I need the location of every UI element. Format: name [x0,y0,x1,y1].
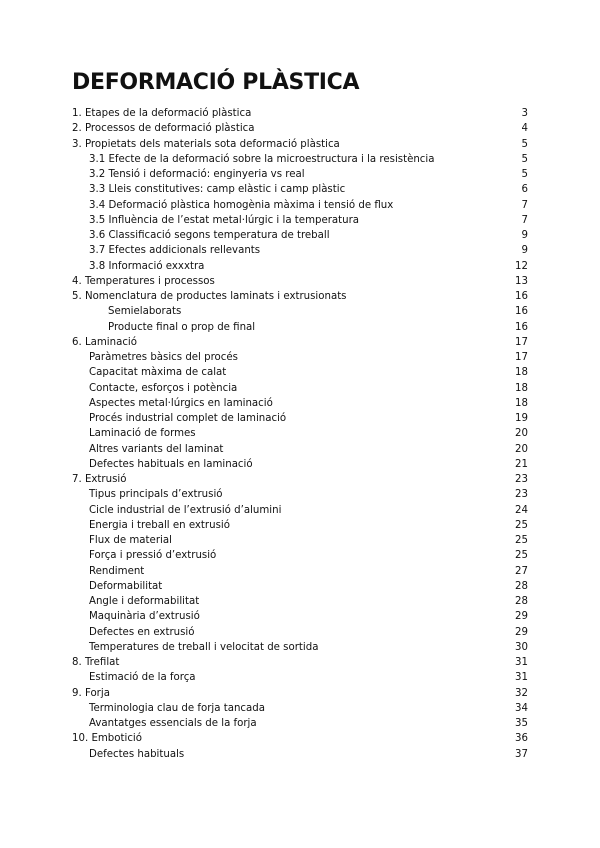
toc-entry-page-number: 5 [521,153,528,165]
toc-entry[interactable] [72,503,528,518]
toc-entry[interactable] [72,533,528,548]
table-of-contents [72,106,528,762]
toc-entry-page-number: 16 [515,306,528,318]
toc-entry-page-number: 12 [515,260,528,272]
toc-entry-page-number: 4 [521,123,528,135]
toc-entry-page-number: 16 [515,321,528,333]
toc-entry[interactable] [72,106,528,121]
toc-entry-label: 7. Extrusió [72,474,127,485]
toc-entry-page-number: 23 [515,474,528,485]
toc-entry-label: Procés industrial complet de laminació [89,413,287,424]
toc-entry-label: 3.8 Informació exxxtra [89,260,205,272]
toc-entry-page-number: 21 [515,458,528,470]
toc-entry-page-number: 30 [515,641,528,653]
toc-entry-label: Altres variants del laminat [89,443,224,455]
toc-entry-label: 3.6 Classificació segons temperatura de treball [89,230,330,241]
toc-entry-label: Tipus principals d’extrusió [89,489,223,501]
toc-entry[interactable] [72,320,528,335]
toc-entry[interactable] [72,137,528,152]
toc-entry-label: Contacte, esforços i potència [89,382,238,394]
toc-entry-label: 3.5 Influència de l’estat metal·lúrgic i la temperatura [89,214,360,226]
toc-entry[interactable] [72,472,528,487]
toc-entry[interactable] [72,625,528,640]
toc-entry-page-number: 28 [515,596,528,607]
toc-entry[interactable] [72,121,528,136]
toc-entry-page-number: 24 [515,504,528,516]
toc-entry-label: Força i pressió d’extrusió [89,550,217,562]
toc-entry-label: 3.3 Lleis constitutives: camp elàstic i camp plàstic [89,184,346,196]
toc-entry[interactable] [72,442,528,457]
toc-entry-page-number: 23 [515,489,528,501]
toc-entry-label: Flux de material [89,535,172,546]
toc-entry-label: Defectes habituals en laminació [89,458,253,470]
toc-entry-label: Cicle industrial de l’extrusió d’alumini [89,504,282,516]
toc-entry-page-number: 16 [515,291,528,302]
toc-entry-label: Capacitat màxima de calat [89,367,227,379]
toc-entry[interactable] [72,518,528,533]
toc-entry-label: 9. Forja [72,687,110,699]
toc-entry[interactable] [72,396,528,411]
toc-entry-page-number: 9 [521,245,528,257]
toc-entry-label: 10. Embotició [72,733,142,745]
toc-entry-page-number: 17 [515,336,528,348]
toc-entry[interactable] [72,304,528,319]
toc-entry-page-number: 6 [521,184,528,196]
page-title: DEFORMACIÓ PLÀSTICA [72,70,360,95]
toc-entry-page-number: 27 [515,565,528,577]
toc-entry[interactable] [72,655,528,670]
toc-entry-label: 3.2 Tensió i deformació: enginyeria vs real [89,169,305,180]
toc-entry[interactable] [72,640,528,655]
toc-entry-label: Temperatures de treball i velocitat de sortida [89,641,319,653]
toc-entry-label: Maquinària d’extrusió [89,611,200,623]
toc-entry-label: Energia i treball en extrusió [89,519,230,531]
toc-entry-page-number: 18 [515,367,528,379]
toc-entry[interactable] [72,411,528,426]
toc-entry-page-number: 9 [521,230,528,241]
toc-entry-label: 2. Processos de deformació plàstica [72,123,255,135]
toc-entry[interactable] [72,701,528,716]
toc-entry[interactable] [72,152,528,167]
toc-entry[interactable] [72,426,528,441]
toc-entry-page-number: 13 [515,275,528,287]
toc-entry-page-number: 32 [515,687,528,699]
toc-entry-page-number: 25 [515,519,528,531]
toc-entry-page-number: 31 [515,657,528,668]
toc-entry[interactable] [72,579,528,594]
toc-entry-page-number: 29 [515,611,528,623]
toc-entry-label: Defectes habituals [89,748,185,760]
toc-entry[interactable] [72,609,528,624]
toc-entry-page-number: 17 [515,352,528,363]
toc-entry[interactable] [72,365,528,380]
toc-entry-page-number: 19 [515,413,528,424]
toc-entry[interactable] [72,228,528,243]
toc-entry[interactable] [72,564,528,579]
toc-entry-page-number: 18 [515,397,528,409]
toc-entry-page-number: 28 [515,580,528,592]
toc-entry-label: 3. Propietats dels materials sota deformació plàstica [72,138,340,150]
toc-entry-label: 5. Nomenclatura de productes laminats i extrusionats [72,291,347,302]
toc-entry-label: 3.1 Efecte de la deformació sobre la microestructura i la resistència [89,153,435,165]
toc-entry-page-number: 7 [521,214,528,226]
toc-entry-page-number: 37 [515,748,528,760]
toc-entry-page-number: 34 [515,702,528,714]
toc-entry[interactable] [72,381,528,396]
toc-entry-page-number: 20 [515,443,528,455]
toc-entry-page-number: 31 [515,672,528,684]
toc-entry[interactable] [72,731,528,746]
toc-entry-page-number: 5 [521,138,528,150]
toc-entry-label: Paràmetres bàsics del procés [89,352,238,363]
toc-entry-label: Aspectes metal·lúrgics en laminació [89,397,273,409]
toc-entry[interactable] [72,274,528,289]
toc-entry-page-number: 7 [521,199,528,211]
toc-entry[interactable] [72,243,528,258]
toc-entry-page-number: 36 [515,733,528,745]
toc-entry-label: Defectes en extrusió [89,626,195,638]
toc-entry-label: Laminació de formes [89,428,196,440]
toc-entry-label: Angle i deformabilitat [89,596,200,607]
toc-entry-label: Rendiment [89,565,145,577]
toc-entry[interactable] [72,213,528,228]
toc-entry[interactable] [72,594,528,609]
toc-entry-label: 6. Laminació [72,336,137,348]
toc-entry-page-number: 5 [521,169,528,180]
toc-entry[interactable] [72,686,528,701]
toc-entry[interactable] [72,289,528,304]
toc-entry[interactable] [72,716,528,731]
toc-entry[interactable] [72,670,528,685]
toc-entry-label: 8. Trefilat [72,657,120,668]
toc-entry-label: 3.4 Deformació plàstica homogènia màxima i tensió de flux [89,199,394,211]
toc-entry-label: Terminologia clau de forja tancada [89,702,265,714]
toc-entry-label: Deformabilitat [89,580,163,592]
toc-entry[interactable] [72,335,528,350]
toc-entry-label: Producte final o prop de final [108,321,256,333]
toc-entry[interactable] [72,350,528,365]
toc-entry-label: 3.7 Efectes addicionals rellevants [89,245,261,257]
toc-entry-label: 4. Temperatures i processos [72,275,215,287]
toc-entry-page-number: 18 [515,382,528,394]
toc-entry-label: Avantatges essencials de la forja [89,718,257,729]
toc-entry-label: 1. Etapes de la deformació plàstica [72,108,252,119]
toc-entry-label: Estimació de la força [89,672,196,684]
toc-entry-page-number: 25 [515,535,528,546]
toc-entry-page-number: 25 [515,550,528,562]
toc-entry[interactable] [72,259,528,274]
toc-entry[interactable] [72,182,528,197]
toc-entry-page-number: 20 [515,428,528,440]
toc-entry-page-number: 35 [515,718,528,729]
toc-entry-page-number: 29 [515,626,528,638]
toc-entry[interactable] [72,198,528,213]
toc-entry[interactable] [72,167,528,182]
toc-entry[interactable] [72,487,528,502]
toc-entry-label: Semielaborats [108,306,182,318]
toc-entry[interactable] [72,457,528,472]
toc-entry[interactable] [72,747,528,762]
toc-entry-page-number: 3 [521,108,528,119]
toc-entry[interactable] [72,548,528,563]
